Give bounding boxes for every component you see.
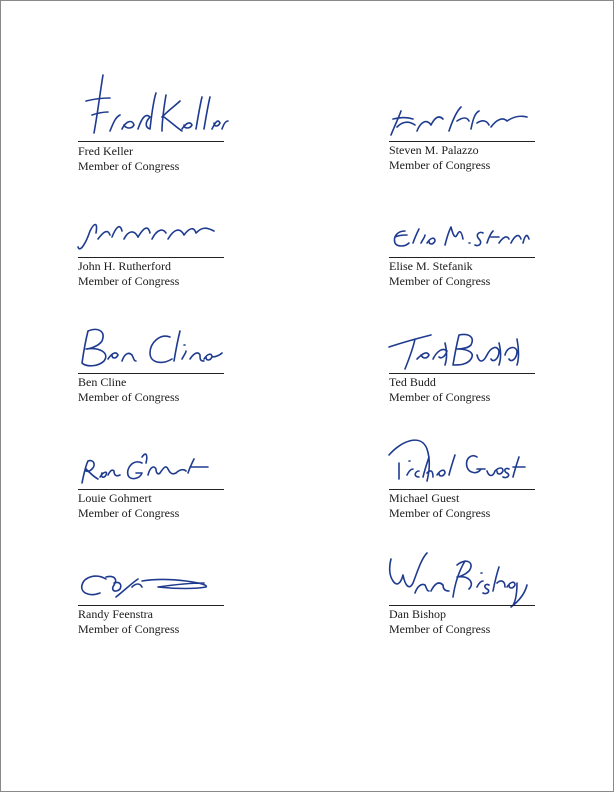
signatory-name: Ted Budd <box>389 375 436 389</box>
handwritten-signature-elise-stefanik <box>387 187 537 257</box>
handwritten-signature-steven-palazzo <box>387 71 537 141</box>
signatory-name: Ben Cline <box>78 375 127 389</box>
signatory-title: Member of Congress <box>389 622 491 636</box>
signatory-title: Member of Congress <box>389 390 491 404</box>
handwritten-signature-john-rutherford <box>76 187 226 257</box>
signatory-title: Member of Congress <box>78 159 180 173</box>
handwritten-signature-louie-gohmert <box>76 419 226 489</box>
signatory-title: Member of Congress <box>78 506 180 520</box>
signatory-title: Member of Congress <box>78 274 180 288</box>
signatory-title: Member of Congress <box>78 390 180 404</box>
signatory-title: Member of Congress <box>78 622 180 636</box>
signatory-name: Randy Feenstra <box>78 607 153 621</box>
handwritten-signature-ted-budd <box>387 303 537 373</box>
signature-line <box>389 257 535 258</box>
signatory-name: Steven M. Palazzo <box>389 143 479 157</box>
handwritten-signature-michael-guest <box>387 419 537 489</box>
handwritten-signature-dan-bishop <box>387 535 537 605</box>
signatory-name: Elise M. Stefanik <box>389 259 473 273</box>
signatory-name: Michael Guest <box>389 491 460 505</box>
signatory-title: Member of Congress <box>389 158 491 172</box>
signatory-title: Member of Congress <box>389 274 491 288</box>
signatory-name: Louie Gohmert <box>78 491 152 505</box>
handwritten-signature-fred-keller <box>76 71 226 141</box>
signature-line <box>78 489 224 490</box>
signature-line <box>389 373 535 374</box>
signatory-name: John H. Rutherford <box>78 259 171 273</box>
signature-line <box>78 605 224 606</box>
signature-line <box>78 373 224 374</box>
signatory-name: Dan Bishop <box>389 607 446 621</box>
signature-line <box>389 141 535 142</box>
handwritten-signature-randy-feenstra <box>76 535 226 605</box>
handwritten-signature-ben-cline <box>76 303 226 373</box>
signature-line <box>78 141 224 142</box>
signature-line <box>78 257 224 258</box>
signature-line <box>389 605 535 606</box>
signature-line <box>389 489 535 490</box>
signatory-title: Member of Congress <box>389 506 491 520</box>
signatory-name: Fred Keller <box>78 144 133 158</box>
